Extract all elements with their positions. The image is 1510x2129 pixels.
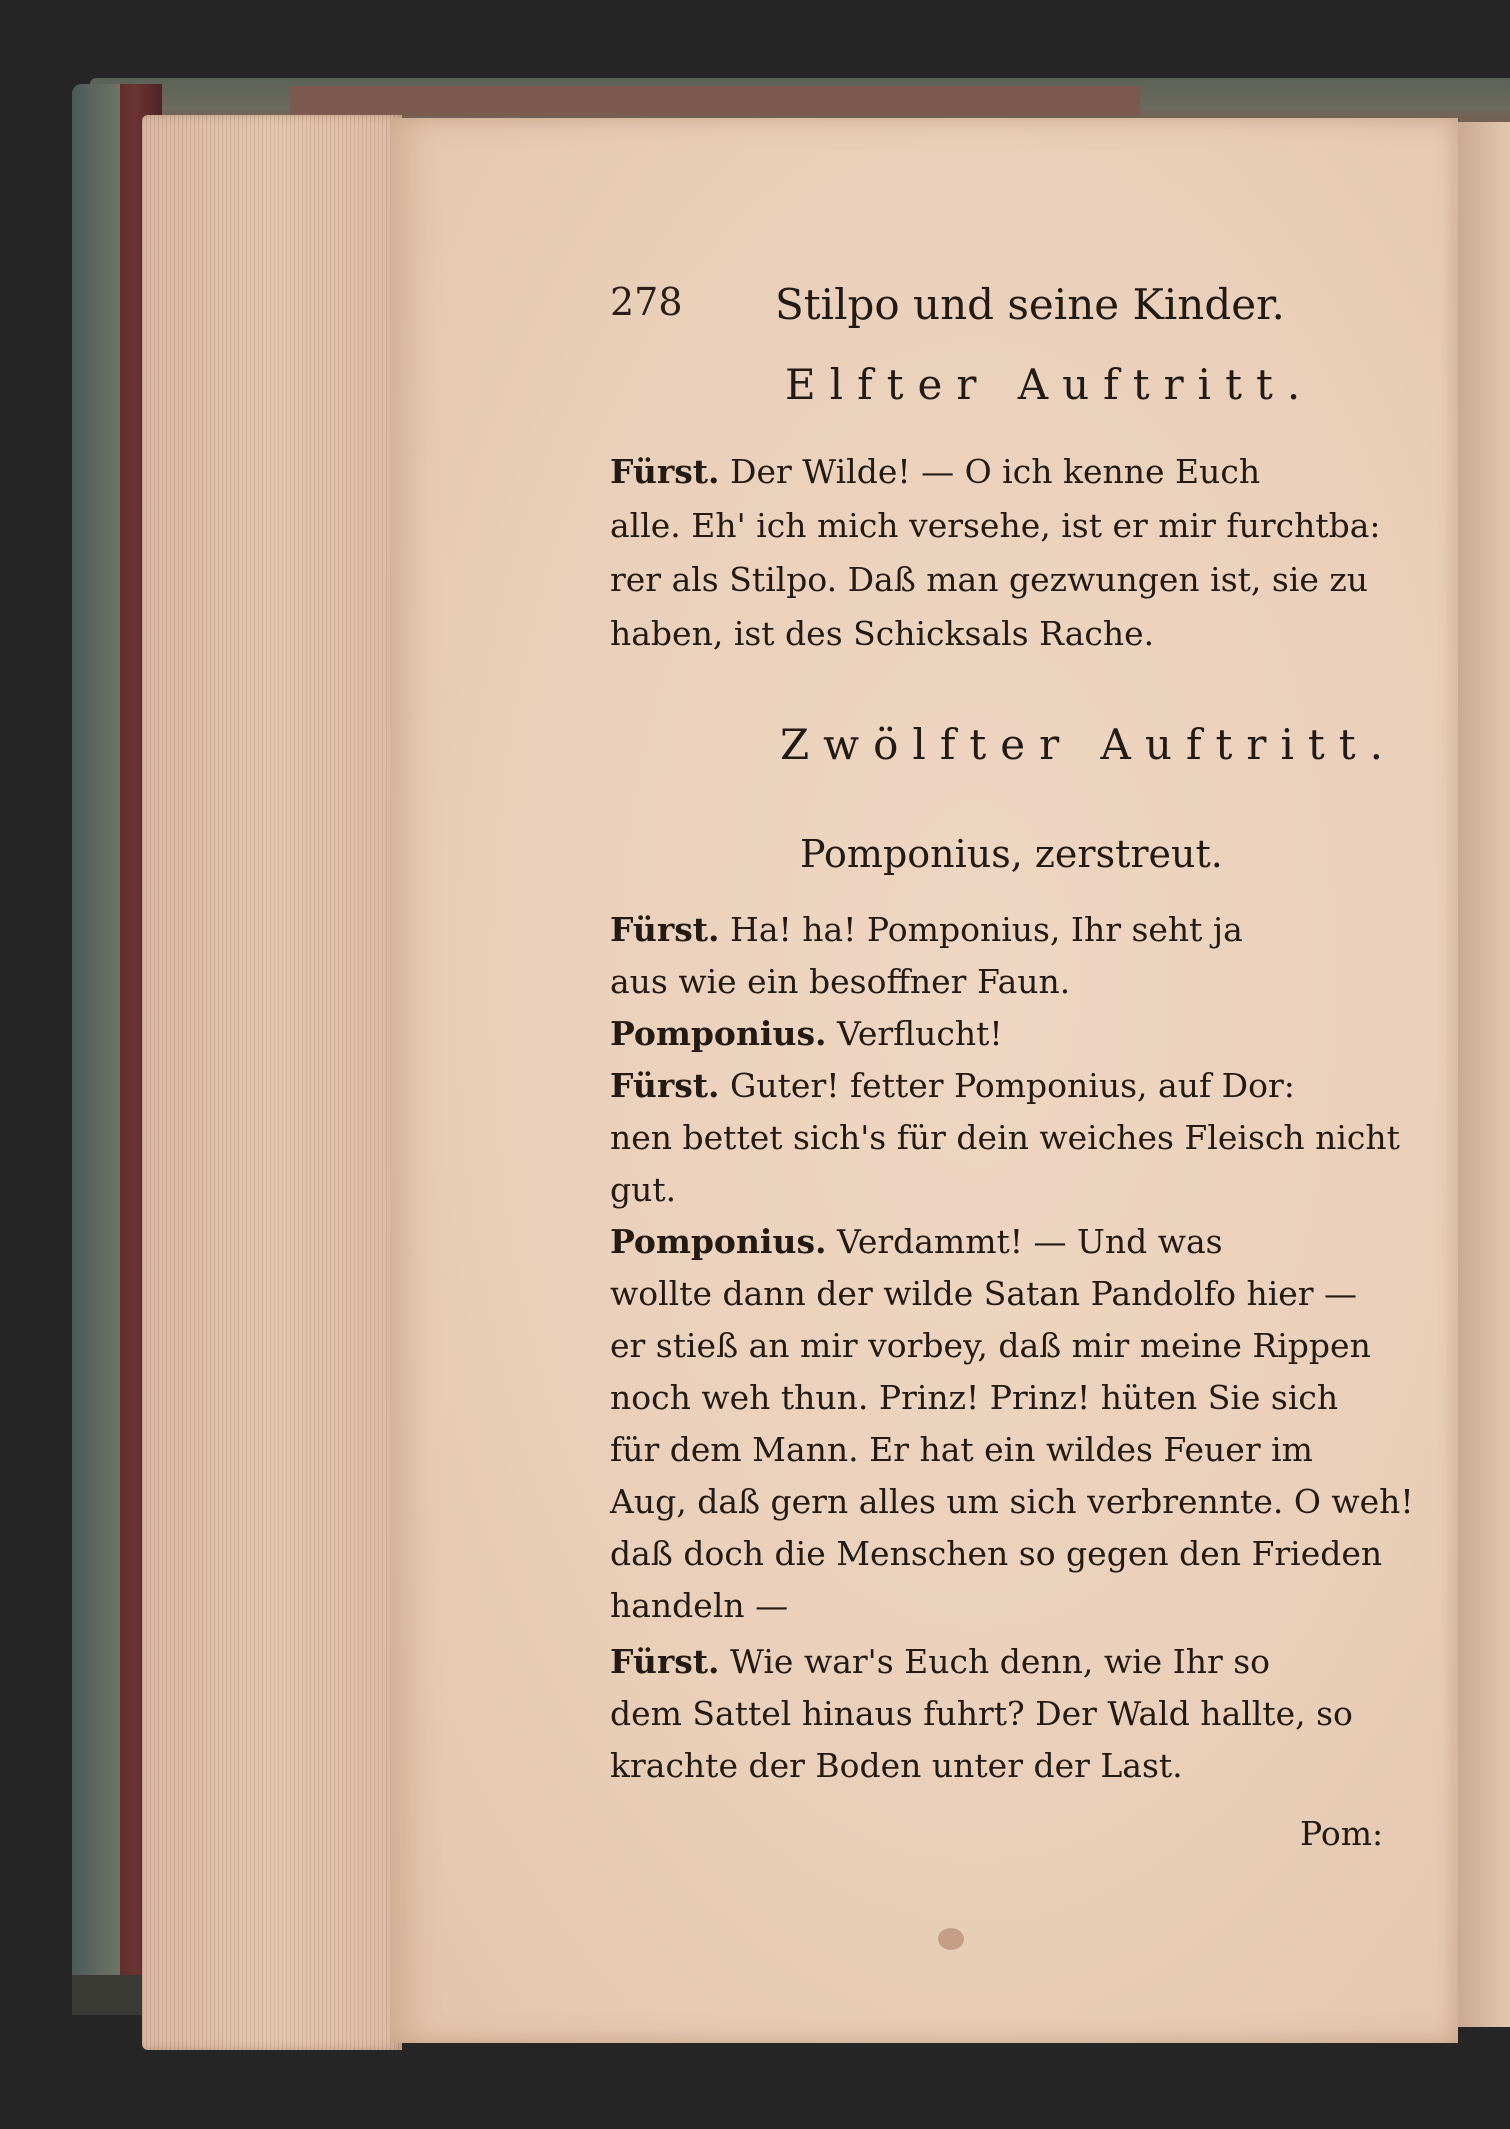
running-title: Stilpo und seine Kinder. — [775, 280, 1285, 329]
book-cover-top-binding — [290, 86, 1140, 116]
line-text: noch weh thun. Prinz! Prinz! hüten Sie sich — [610, 1378, 1339, 1417]
text-line — [610, 1430, 1313, 1469]
line-text: handeln — — [610, 1586, 789, 1625]
line-text: wollte dann der wilde Satan Pandolfo hier — — [610, 1274, 1358, 1313]
text-line — [610, 1534, 1382, 1573]
speaker-name: Fürst. — [610, 910, 720, 949]
text-line — [610, 1586, 788, 1625]
text-line — [610, 1746, 1183, 1785]
text-line — [610, 1274, 1357, 1313]
text-line — [610, 560, 1368, 599]
text-line — [610, 1066, 1295, 1105]
line-text: Der Wilde! — O ich kenne Euch — [719, 452, 1261, 491]
scene-characters: Pomponius, zerstreut. — [800, 832, 1223, 876]
line-text: aus wie ein besoffner Faun. — [610, 962, 1071, 1001]
text-line — [610, 452, 1260, 491]
page-stain — [938, 1928, 964, 1950]
page-number: 278 — [610, 280, 683, 324]
line-text: für dem Mann. Er hat ein wildes Feuer im — [610, 1430, 1313, 1469]
line-text: dem Sattel hinaus fuhrt? Der Wald hallte, so — [610, 1694, 1353, 1733]
line-text: haben, ist des Schicksals Rache. — [610, 614, 1155, 653]
text-line — [610, 962, 1070, 1001]
line-text: rer als Stilpo. Daß man gezwungen ist, sie zu — [610, 560, 1369, 599]
text-line — [610, 1642, 1270, 1681]
line-text: Guter! fetter Pomponius, auf Dor: — [719, 1066, 1295, 1105]
line-text: Verflucht! — [826, 1014, 1003, 1053]
scene-heading-12: Zwölfter Auftritt. — [780, 720, 1397, 769]
line-text: daß doch die Menschen so gegen den Frieden — [610, 1534, 1383, 1573]
text-line — [610, 1378, 1338, 1417]
running-header — [610, 280, 1285, 336]
speaker-name: Pomponius. — [610, 1014, 827, 1053]
line-text: alle. Eh' ich mich versehe, ist er mir furchtba: — [610, 506, 1381, 545]
line-text: gut. — [610, 1170, 677, 1209]
text-line — [610, 1694, 1353, 1733]
line-text: er stieß an mir vorbey, daß mir meine Rippen — [610, 1326, 1371, 1365]
speaker-name: Fürst. — [610, 1066, 720, 1105]
line-text: Ha! ha! Pomponius, Ihr seht ja — [719, 910, 1243, 949]
line-text: nen bettet sich's für dein weiches Fleisch nicht — [610, 1118, 1400, 1157]
line-text: Wie war's Euch denn, wie Ihr so — [719, 1642, 1271, 1681]
speaker-name: Fürst. — [610, 452, 720, 491]
scene-heading-11: Elfter Auftritt. — [785, 360, 1315, 409]
catchword: Pom: — [1300, 1814, 1384, 1853]
line-text: krachte der Boden unter der Last. — [610, 1746, 1183, 1785]
text-line — [610, 1482, 1414, 1521]
text-line — [610, 1014, 1003, 1053]
text-line — [610, 1118, 1400, 1157]
text-line — [610, 506, 1381, 545]
text-line — [610, 1222, 1223, 1261]
line-text: Verdammt! — Und was — [826, 1222, 1223, 1261]
text-line — [610, 614, 1154, 653]
text-line — [610, 1326, 1371, 1365]
speaker-name: Fürst. — [610, 1642, 720, 1681]
line-text: Aug, daß gern alles um sich verbrennte. O weh! — [610, 1482, 1414, 1521]
spine-cloth-band — [72, 84, 120, 2014]
speaker-name: Pomponius. — [610, 1222, 827, 1261]
text-line — [610, 1170, 676, 1209]
facing-page-edge — [1458, 122, 1510, 2027]
page-block-edges — [142, 115, 402, 2050]
text-line — [610, 910, 1243, 949]
